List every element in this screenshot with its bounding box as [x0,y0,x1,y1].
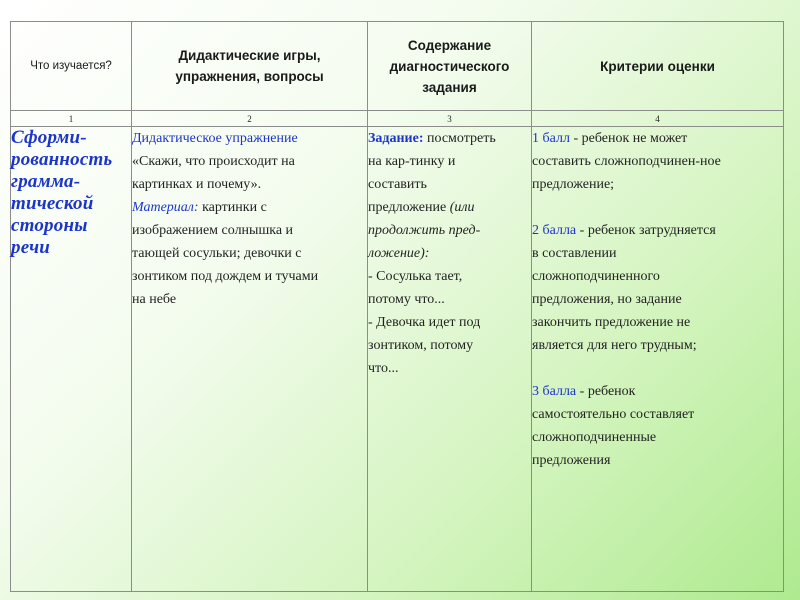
criterion-line: составить сложноподчинен-ное [532,154,721,169]
answer-line: зонтиком, потому [368,338,474,353]
criterion-line: предложения [532,453,611,468]
criterion-2 [532,219,783,357]
header-what-studied [11,22,132,111]
criterion-gap [532,196,783,219]
criterion-1 [532,127,783,196]
exercise-cell [132,127,368,592]
criterion-score: 2 балла [532,223,577,238]
topic-cell [11,127,132,592]
criterion-text: - ребенок [576,384,636,399]
task-text: предложение [368,200,450,215]
criterion-3 [532,380,783,472]
exercise-label: Дидактическое упражнение [132,131,298,146]
header-criteria [532,22,784,111]
criterion-line: сложноподчиненные [532,430,657,445]
material-text: картинки с [198,200,267,215]
topic-line: рованность [11,149,113,170]
criterion-line: самостоятельно составляет [532,407,695,422]
criterion-score: 1 балл [532,131,570,146]
task-italic-text: (или [449,200,475,215]
material-line: тающей сосульки; девочки с [132,246,302,261]
criterion-line [532,127,783,150]
criterion-line [532,219,783,242]
task-line: на кар-тинку и [368,154,456,169]
criterion-text: - ребенок не может [569,131,688,146]
header-row [11,22,784,111]
task-line [368,127,531,150]
material-label: Материал: [132,200,199,215]
material-line: на небе [132,292,177,307]
header-task-content-text: Содержание диагностического задания [389,37,510,95]
column-numbers-row [11,111,784,127]
criterion-line: сложноподчиненного [532,269,660,284]
topic-line: Сформи- [11,127,87,148]
column-number-2: 2 [132,111,368,127]
answer-line: - Девочка идет под [368,315,481,330]
material-line [132,196,367,219]
criterion-line: предложения, но задание [532,292,682,307]
criterion-line: в составлении [532,246,617,261]
exercise-line: «Скажи, что происходит на [132,154,295,169]
criterion-text: - ребенок затрудняется [576,223,716,238]
topic-line: стороны [11,215,88,236]
criterion-line: является для него трудным; [532,338,697,353]
column-number-1: 1 [11,111,132,127]
criteria-cell [532,127,784,592]
task-italic-line: продолжить пред- [368,223,481,238]
topic-line: грамма- [11,171,81,192]
task-text: посмотреть [423,131,496,146]
criterion-line: предложение; [532,177,615,192]
task-italic-line: ложение): [368,246,430,261]
topic-line: тической [11,193,94,214]
criterion-gap [532,357,783,380]
criterion-score: 3 балла [532,384,577,399]
header-criteria-text: Критерии оценки [600,58,715,74]
header-task-content [368,22,532,111]
material-line: зонтиком под дождем и тучами [132,269,319,284]
content-row [11,127,784,592]
task-label: Задание: [368,131,424,146]
criterion-line [532,380,783,403]
exercise-line: картинках и почему». [132,177,262,192]
task-cell [368,127,532,592]
task-line [368,196,531,219]
column-number-4: 4 [532,111,784,127]
answer-line: потому что... [368,292,445,307]
topic-line: речи [11,237,51,258]
criterion-line: закончить предложение не [532,315,691,330]
header-games-exercises [132,22,368,111]
assessment-table [10,21,784,592]
column-number-3: 3 [368,111,532,127]
header-games-exercises-text: Дидактические игры, упражнения, вопросы [175,48,324,84]
task-line: составить [368,177,427,192]
material-line: изображением солнышка и [132,223,294,238]
answer-line: что... [368,361,399,376]
header-what-studied-text: Что изучается? [30,59,112,72]
answer-line: - Сосулька тает, [368,269,463,284]
